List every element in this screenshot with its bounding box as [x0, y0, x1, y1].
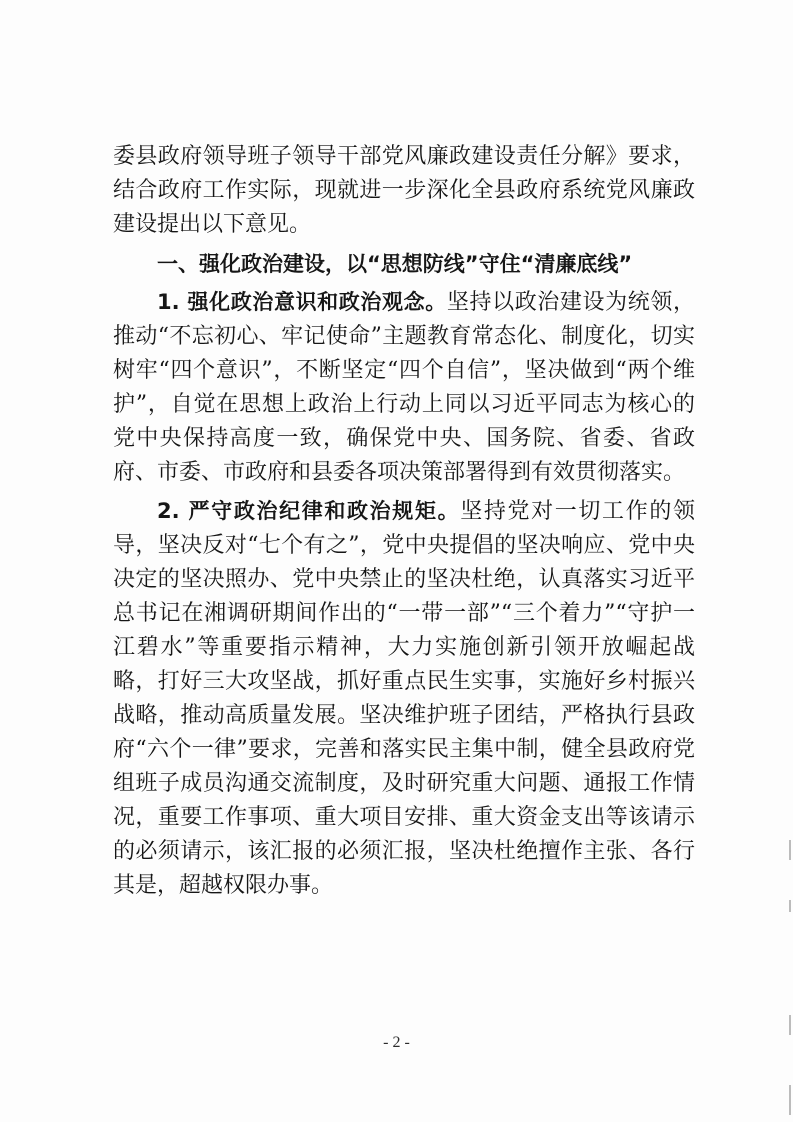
item-paragraph-2 — [113, 494, 695, 903]
item-body-1: 坚持以政治建设为统领，推动“不忘初心、牢记使命”主题教育常态化、制度化，切实树牢“四个意识”，不断坚定“四个自信”，坚决做到“两个维护”，自觉在思想上政治上行动上同以习近平同志为核心的党中央保持高度一致，确保党中央、国务院、省委、省政府、市委、市政府和县委各项决策部署得到有效贯彻落实。 — [113, 290, 695, 485]
section-heading: 一、强化政治建设，以“思想防线”守住“清廉底线” — [157, 252, 633, 276]
scan-edge-mark — [789, 1085, 791, 1115]
scan-edge-mark — [789, 840, 791, 860]
page-number: - 2 - — [383, 1034, 410, 1051]
item-paragraph-1 — [113, 285, 695, 490]
document-body — [113, 140, 695, 903]
item-body-2: 坚持党对一切工作的领导，坚决反对“七个有之”，党中央提倡的坚决响应、党中央决定的坚决照办、党中央禁止的坚决杜绝，认真落实习近平总书记在湘调研期间作出的“一带一部”“三个着力”“守护一江碧水”等重要指示精神，大力实施创新引领开放崛起战略，打好三大攻坚战，抓好重点民生实事，实施好乡村振兴战略，推动高质量发展。坚决维护班子团结，严格执行县政府“六个一律”要求，完善和落实民主集中制，健全县政府党组班子成员沟通交流制度，及时研究重大问题、通报工作情况，重要工作事项、重大项目安排、重大资金支出等该请示的必须请示，该汇报的必须汇报，坚决杜绝擅作主张、各行其是，超越权限办事。 — [113, 499, 695, 898]
item-title-1: 1. 强化政治意识和政治观念。 — [157, 290, 447, 314]
item-title-2: 2. 严守政治纪律和政治规矩。 — [157, 499, 461, 523]
intro-paragraph: 委县政府领导班子领导干部党风廉政建设责任分解》要求，结合政府工作实际，现就进一步深化全县政府系统党风廉政建设提出以下意见。 — [113, 144, 695, 237]
scan-edge-mark — [789, 1015, 791, 1035]
scan-edge-mark — [789, 900, 791, 912]
